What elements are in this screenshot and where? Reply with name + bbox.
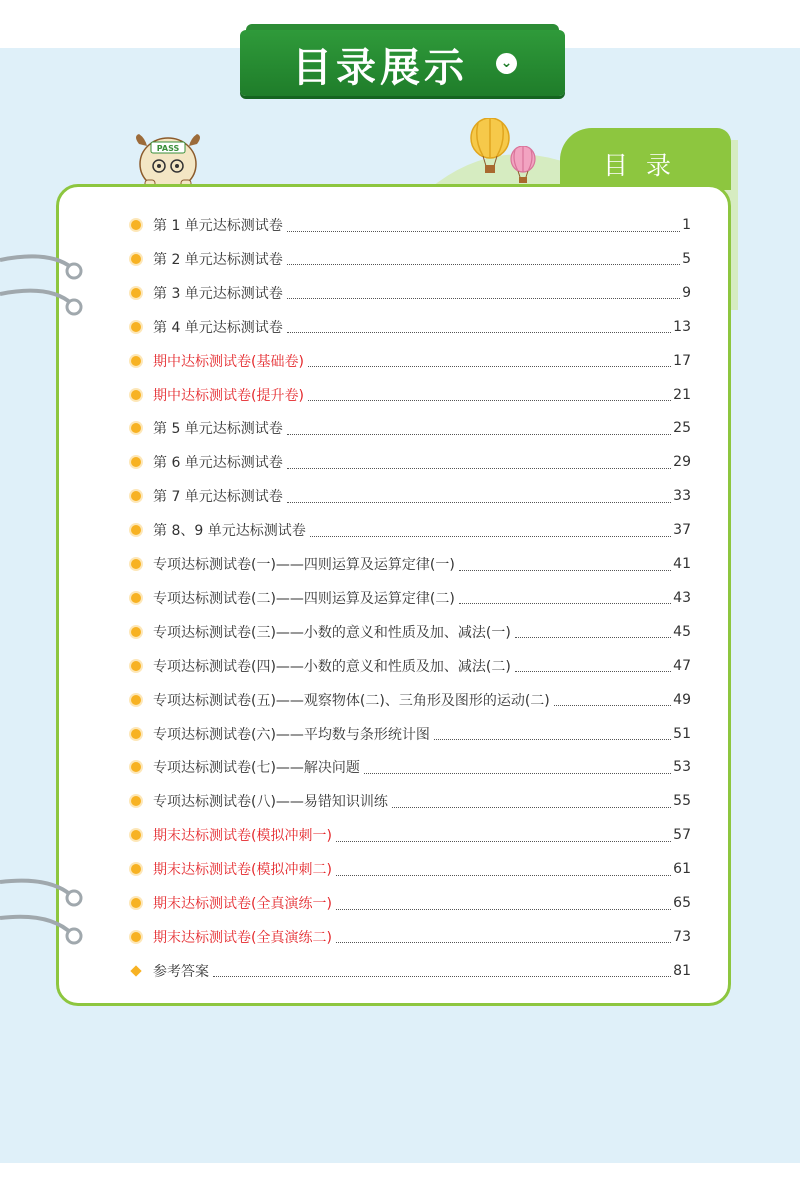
toc-entry-title: 第 5 单元达标测试卷 bbox=[153, 421, 283, 438]
toc-entry-page: 43 bbox=[673, 589, 691, 606]
toc-entry-page: 5 bbox=[682, 250, 691, 267]
toc-entry[interactable] bbox=[131, 281, 691, 305]
dot-leader bbox=[364, 761, 671, 774]
toc-entry[interactable] bbox=[131, 349, 691, 373]
circle-bullet-icon bbox=[131, 627, 141, 637]
toc-entry-page: 55 bbox=[673, 793, 691, 810]
toc-entry[interactable] bbox=[131, 654, 691, 678]
toc-entry-page: 61 bbox=[673, 861, 691, 878]
toc-entry[interactable] bbox=[131, 925, 691, 949]
circle-bullet-icon bbox=[131, 932, 141, 942]
toc-entry[interactable] bbox=[131, 891, 691, 915]
toc-entry-page: 17 bbox=[673, 352, 691, 369]
dot-leader bbox=[287, 422, 671, 435]
toc-entry-title: 专项达标测试卷(五)——观察物体(二)、三角形及图形的运动(二) bbox=[153, 692, 550, 709]
toc-entry[interactable] bbox=[131, 586, 691, 610]
dot-leader bbox=[287, 219, 680, 232]
toc-entry-title: 第 8、9 单元达标测试卷 bbox=[153, 523, 306, 540]
dot-leader bbox=[287, 286, 680, 299]
toc-entry[interactable] bbox=[131, 722, 691, 746]
circle-bullet-icon bbox=[131, 254, 141, 264]
toc-entry[interactable] bbox=[131, 315, 691, 339]
dot-leader bbox=[434, 727, 671, 740]
toc-entry[interactable] bbox=[131, 789, 691, 813]
toc-entry-page: 73 bbox=[673, 928, 691, 945]
circle-bullet-icon bbox=[131, 796, 141, 806]
binder-ring-bottom-icon bbox=[0, 876, 90, 946]
circle-bullet-icon bbox=[131, 457, 141, 467]
toc-entry-title: 期末达标测试卷(模拟冲刺一) bbox=[153, 828, 332, 845]
toc-entry-page: 33 bbox=[673, 488, 691, 505]
dot-leader bbox=[287, 320, 671, 333]
toc-entry[interactable] bbox=[131, 959, 691, 983]
circle-bullet-icon bbox=[131, 220, 141, 230]
toc-entry-page: 13 bbox=[673, 318, 691, 335]
header-banner bbox=[240, 30, 565, 96]
circle-bullet-icon bbox=[131, 288, 141, 298]
toc-entry-title: 专项达标测试卷(二)——四则运算及运算定律(二) bbox=[153, 590, 455, 607]
toc-entry-title: 参考答案 bbox=[153, 963, 209, 980]
toc-entry[interactable] bbox=[131, 450, 691, 474]
toc-entry-title: 第 6 单元达标测试卷 bbox=[153, 455, 283, 472]
toc-entry-title: 第 2 单元达标测试卷 bbox=[153, 251, 283, 268]
circle-bullet-icon bbox=[131, 898, 141, 908]
toc-entry[interactable] bbox=[131, 857, 691, 881]
toc-entry-title: 期中达标测试卷(基础卷) bbox=[153, 353, 304, 370]
toc-entry[interactable] bbox=[131, 518, 691, 542]
circle-bullet-icon bbox=[131, 356, 141, 366]
toc-entry[interactable] bbox=[131, 484, 691, 508]
dot-leader bbox=[310, 524, 671, 537]
toc-entry-title: 期末达标测试卷(全真演练一) bbox=[153, 896, 332, 912]
circle-bullet-icon bbox=[131, 695, 141, 705]
toc-entry-page: 21 bbox=[673, 386, 691, 403]
toc-entry-title: 期末达标测试卷(全真演练二) bbox=[153, 929, 332, 946]
toc-entry[interactable] bbox=[131, 416, 691, 440]
toc-entry-title: 第 7 单元达标测试卷 bbox=[153, 489, 283, 506]
dot-leader bbox=[459, 558, 671, 571]
toc-entry-page: 9 bbox=[682, 284, 691, 301]
toc-entry-title: 专项达标测试卷(四)——小数的意义和性质及加、减法(二) bbox=[153, 658, 511, 675]
dot-leader bbox=[287, 490, 671, 503]
toc-entry-title: 第 4 单元达标测试卷 bbox=[153, 319, 283, 336]
toc-entry-page: 1 bbox=[682, 217, 691, 233]
page-title: 目录展示 bbox=[292, 45, 468, 91]
toc-entry-page: 49 bbox=[673, 691, 691, 708]
circle-bullet-icon bbox=[131, 423, 141, 433]
toc-entry[interactable] bbox=[131, 213, 691, 237]
circle-bullet-icon bbox=[131, 762, 141, 772]
toc-entry-page: 41 bbox=[673, 556, 691, 572]
circle-bullet-icon bbox=[131, 593, 141, 603]
chevron-down-icon: ⌄ bbox=[496, 53, 517, 74]
toc-entry[interactable] bbox=[131, 823, 691, 847]
toc-entry[interactable] bbox=[131, 620, 691, 644]
circle-bullet-icon bbox=[131, 661, 141, 671]
binder-ring-top-icon bbox=[0, 250, 90, 320]
circle-bullet-icon bbox=[131, 830, 141, 840]
toc-entry[interactable] bbox=[131, 688, 691, 712]
toc-entry-page: 51 bbox=[673, 725, 691, 742]
dot-leader bbox=[459, 591, 671, 604]
toc-entry[interactable] bbox=[131, 247, 691, 271]
toc-entry[interactable] bbox=[131, 552, 691, 576]
toc-entry-page: 81 bbox=[673, 962, 691, 979]
dot-leader bbox=[287, 252, 680, 265]
toc-entry-title: 专项达标测试卷(三)——小数的意义和性质及加、减法(一) bbox=[153, 624, 511, 641]
pink-balloon-icon bbox=[509, 146, 537, 184]
dot-leader bbox=[336, 863, 671, 876]
circle-bullet-icon bbox=[131, 559, 141, 569]
circle-bullet-icon bbox=[131, 322, 141, 332]
dot-leader bbox=[287, 456, 671, 469]
toc-entry-title: 第 1 单元达标测试卷 bbox=[153, 218, 283, 234]
circle-bullet-icon bbox=[131, 491, 141, 501]
toc-entry-page: 65 bbox=[673, 895, 691, 911]
toc-entry-title: 专项达标测试卷(八)——易错知识训练 bbox=[153, 794, 388, 811]
toc-entry-title: 第 3 单元达标测试卷 bbox=[153, 285, 283, 302]
toc-entry-page: 37 bbox=[673, 522, 691, 539]
toc-entry-page: 45 bbox=[673, 623, 691, 640]
circle-bullet-icon bbox=[131, 729, 141, 739]
mascot-cow-icon bbox=[131, 134, 205, 190]
toc-entry[interactable] bbox=[131, 383, 691, 407]
diamond-bullet-icon bbox=[131, 966, 141, 976]
circle-bullet-icon bbox=[131, 525, 141, 535]
dot-leader bbox=[213, 964, 671, 977]
toc-entry-page: 57 bbox=[673, 827, 691, 844]
dot-leader bbox=[336, 897, 671, 910]
circle-bullet-icon bbox=[131, 390, 141, 400]
toc-entry-page: 29 bbox=[673, 454, 691, 471]
toc-entry-title: 专项达标测试卷(七)——解决问题 bbox=[153, 760, 360, 777]
dot-leader bbox=[515, 625, 671, 638]
toc-entry-page: 25 bbox=[673, 420, 691, 437]
dot-leader bbox=[515, 659, 671, 672]
dot-leader bbox=[336, 829, 671, 842]
dot-leader bbox=[308, 388, 671, 401]
toc-entry[interactable] bbox=[131, 755, 691, 779]
dot-leader bbox=[554, 693, 671, 706]
mascot-badge: PASS bbox=[156, 144, 180, 153]
toc-entry-page: 47 bbox=[673, 657, 691, 674]
toc-entry-title: 专项达标测试卷(一)——四则运算及运算定律(一) bbox=[153, 557, 455, 573]
toc-entry-title: 期末达标测试卷(模拟冲刺二) bbox=[153, 862, 332, 879]
toc-entry-title: 专项达标测试卷(六)——平均数与条形统计图 bbox=[153, 726, 430, 743]
circle-bullet-icon bbox=[131, 864, 141, 874]
toc-entry-page: 53 bbox=[673, 759, 691, 776]
dot-leader bbox=[308, 354, 671, 367]
dot-leader bbox=[392, 795, 671, 808]
yellow-balloon-icon bbox=[469, 118, 511, 174]
dot-leader bbox=[336, 930, 671, 943]
toc-tab-label: 目录 bbox=[603, 151, 690, 180]
toc-entry-title: 期中达标测试卷(提升卷) bbox=[153, 387, 304, 404]
